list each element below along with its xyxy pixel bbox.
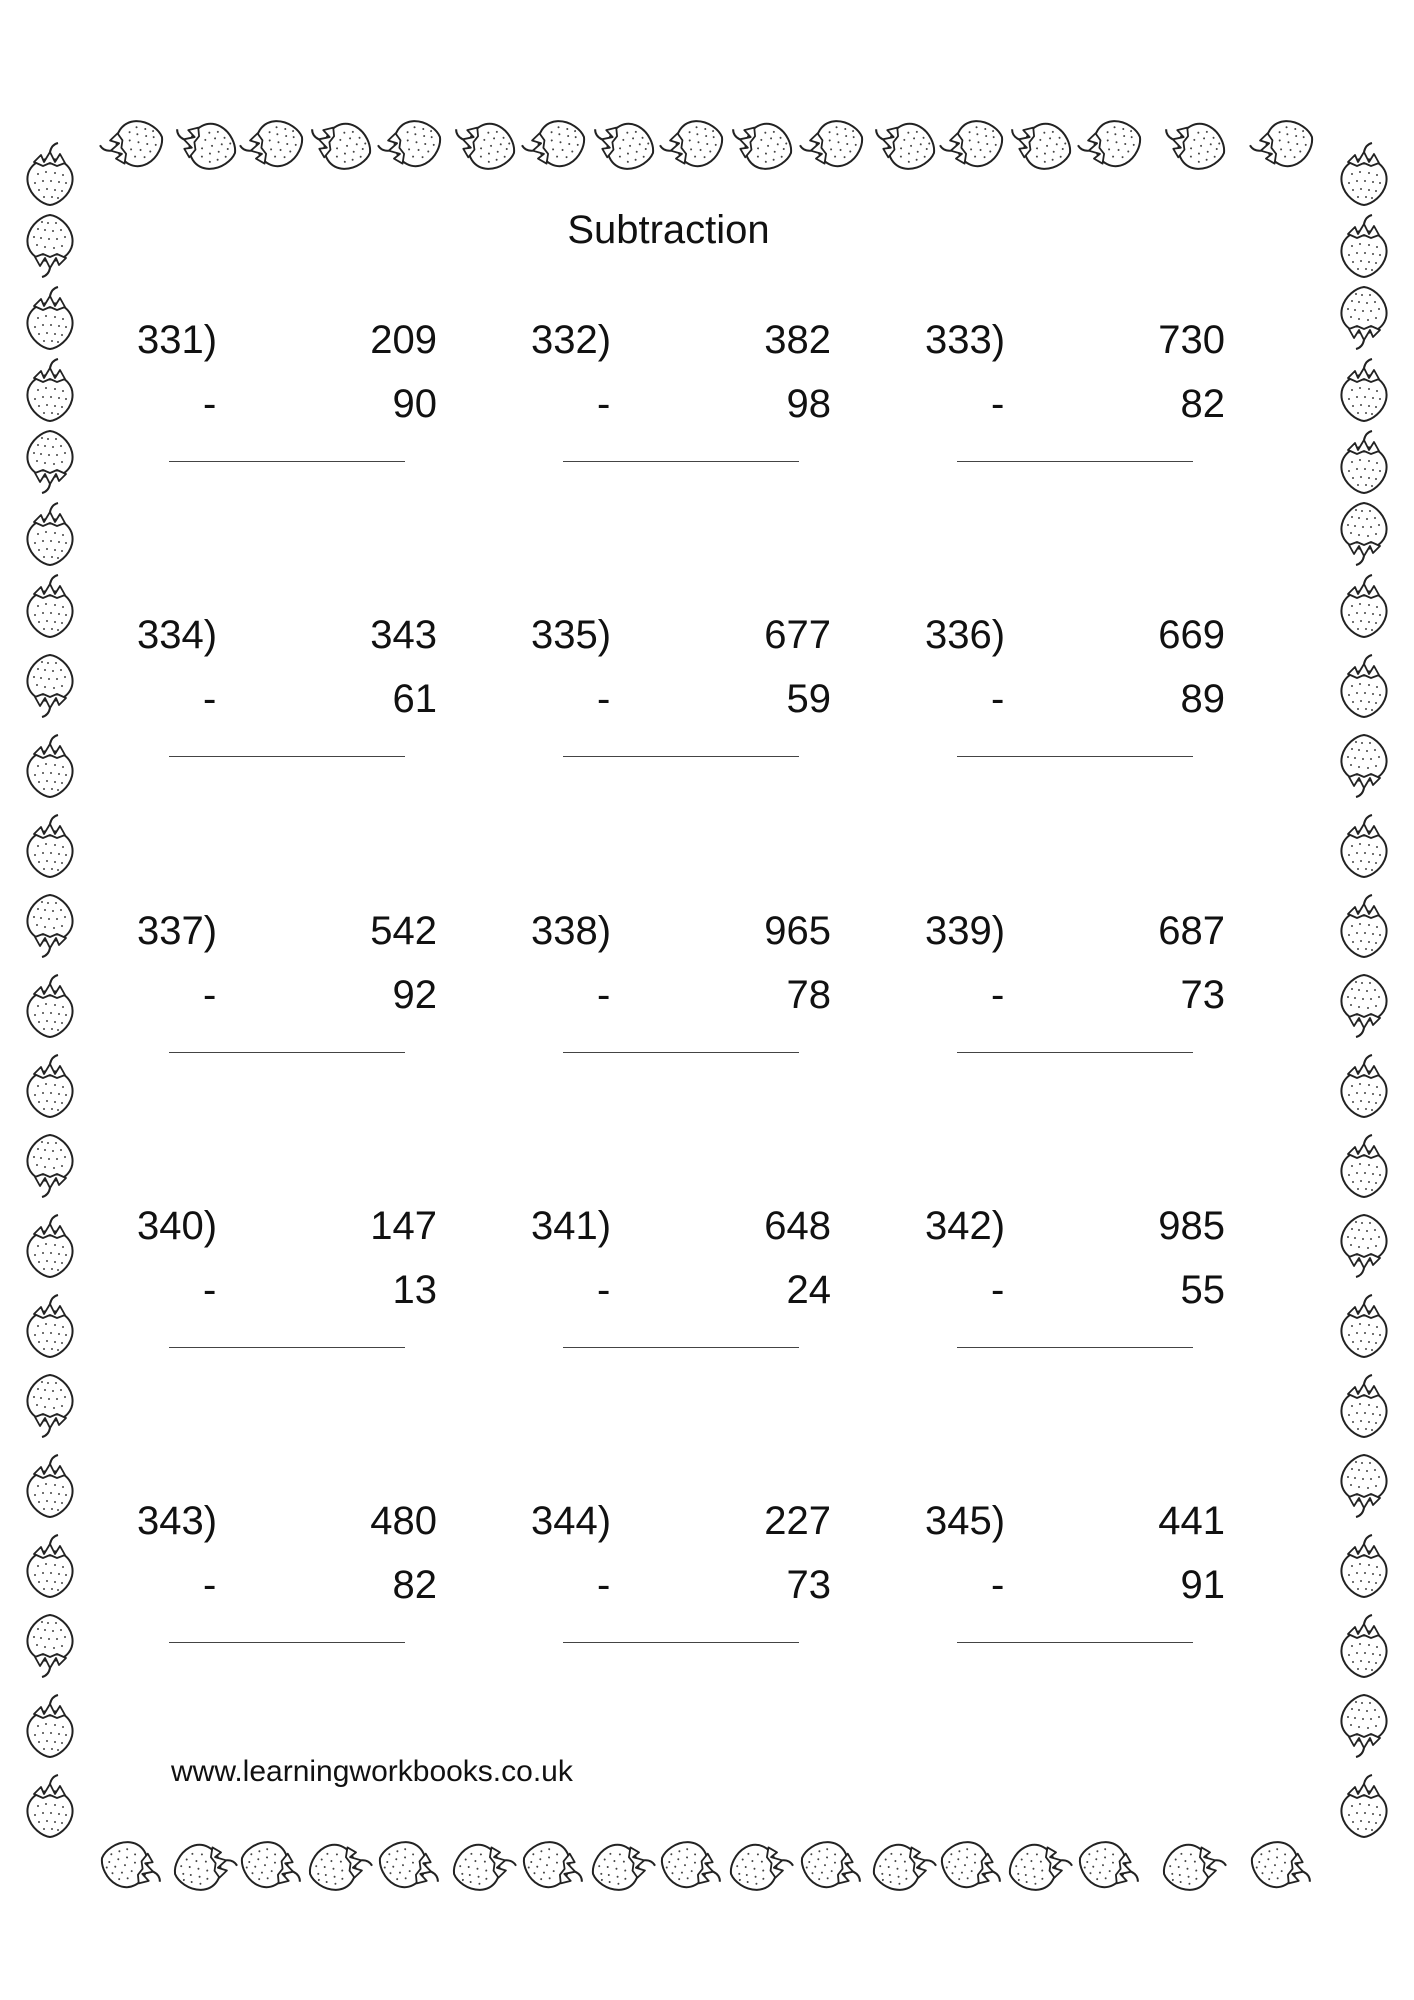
strawberry-icon <box>725 115 797 175</box>
answer-line <box>957 756 1193 757</box>
subtrahend: 82 <box>1180 382 1225 426</box>
strawberry-icon <box>1341 1215 1386 1277</box>
subtraction-problem <box>925 909 1225 1089</box>
strawberry-icon <box>27 575 72 637</box>
strawberry-icon <box>304 115 376 175</box>
strawberry-icon <box>796 1836 868 1896</box>
strawberry-icon <box>1341 735 1386 797</box>
subtrahend: 13 <box>392 1268 437 1312</box>
subtrahend: 90 <box>392 382 437 426</box>
minuend: 227 <box>764 1499 831 1543</box>
problem-number: 336) <box>925 613 1006 657</box>
strawberry-icon <box>936 115 1008 175</box>
strawberry-icon <box>27 1295 72 1357</box>
strawberry-icon <box>1074 1836 1146 1896</box>
strawberry-icon <box>27 1455 72 1517</box>
subtraction-problem <box>531 909 831 1089</box>
strawberry-icon <box>236 115 308 175</box>
strawberry-icon <box>1341 575 1386 637</box>
minus-sign: - <box>203 677 217 721</box>
strawberry-icon <box>1341 1295 1386 1357</box>
answer-line <box>169 1347 405 1348</box>
minus-sign: - <box>597 973 611 1017</box>
subtraction-problem <box>137 1499 437 1679</box>
strawberry-icon <box>1158 1836 1230 1896</box>
minus-sign: - <box>203 1268 217 1312</box>
strawberry-icon <box>27 1615 72 1677</box>
strawberry-icon <box>27 503 72 565</box>
strawberry-icon <box>1341 895 1386 957</box>
subtrahend: 73 <box>1180 973 1225 1017</box>
strawberry-icon <box>27 1775 72 1837</box>
strawberry-icon <box>374 1836 446 1896</box>
strawberry-icon <box>1341 655 1386 717</box>
strawberry-icon <box>1341 1775 1386 1837</box>
strawberry-icon <box>27 1375 72 1437</box>
strawberry-icon <box>169 115 241 175</box>
strawberry-icon <box>1341 1615 1386 1677</box>
subtrahend: 59 <box>786 677 831 721</box>
strawberry-icon <box>27 1695 72 1757</box>
strawberry-icon <box>868 1836 940 1896</box>
minus-sign: - <box>597 382 611 426</box>
minus-sign: - <box>597 677 611 721</box>
strawberry-icon <box>27 655 72 717</box>
subtraction-problem <box>925 1204 1225 1384</box>
answer-line <box>563 1347 799 1348</box>
strawberry-icon <box>587 115 659 175</box>
minuend: 147 <box>370 1204 437 1248</box>
strawberry-icon <box>27 895 72 957</box>
minus-sign: - <box>203 973 217 1017</box>
minuend: 542 <box>370 909 437 953</box>
subtraction-problem <box>137 1204 437 1384</box>
answer-line <box>563 756 799 757</box>
answer-line <box>563 1052 799 1053</box>
strawberry-icon <box>448 115 520 175</box>
answer-line <box>957 1347 1193 1348</box>
problem-number: 339) <box>925 909 1006 953</box>
strawberry-icon <box>1341 287 1386 349</box>
strawberry-icon <box>518 1836 590 1896</box>
subtraction-problem <box>137 909 437 1089</box>
worksheet-title: Subtraction <box>567 208 770 252</box>
problem-number: 338) <box>531 909 612 953</box>
strawberry-icon <box>936 1836 1008 1896</box>
strawberry-icon <box>1004 1836 1076 1896</box>
subtraction-problem <box>137 318 437 498</box>
answer-line <box>957 1052 1193 1053</box>
strawberry-icon <box>27 359 72 421</box>
minuend: 480 <box>370 1499 437 1543</box>
strawberry-icon <box>1246 1836 1318 1896</box>
subtraction-problem <box>531 613 831 793</box>
strawberry-icon <box>27 287 72 349</box>
minus-sign: - <box>991 1268 1005 1312</box>
strawberry-icon <box>656 1836 728 1896</box>
subtrahend: 73 <box>786 1563 831 1607</box>
strawberry-icon <box>27 143 72 205</box>
problem-number: 343) <box>137 1499 218 1543</box>
strawberry-icon <box>1341 815 1386 877</box>
strawberry-icon <box>1341 359 1386 421</box>
strawberry-icon <box>1341 143 1386 205</box>
subtraction-problem <box>925 613 1225 793</box>
strawberry-icon <box>96 1836 168 1896</box>
minuend: 730 <box>1158 318 1225 362</box>
subtraction-problem <box>531 1499 831 1679</box>
subtrahend: 55 <box>1180 1268 1225 1312</box>
strawberry-icon <box>796 115 868 175</box>
strawberry-icon <box>656 115 728 175</box>
subtrahend: 91 <box>1180 1563 1225 1607</box>
subtraction-problem <box>137 613 437 793</box>
strawberry-icon <box>1341 215 1386 277</box>
strawberry-icon <box>587 1836 659 1896</box>
minus-sign: - <box>991 677 1005 721</box>
minuend: 382 <box>764 318 831 362</box>
problem-number: 342) <box>925 1204 1006 1248</box>
subtraction-problem <box>531 1204 831 1384</box>
minus-sign: - <box>203 382 217 426</box>
subtrahend: 89 <box>1180 677 1225 721</box>
strawberry-icon <box>27 815 72 877</box>
strawberry-icon <box>448 1836 520 1896</box>
problem-number: 335) <box>531 613 612 657</box>
subtrahend: 24 <box>786 1268 831 1312</box>
strawberry-icon <box>374 115 446 175</box>
problem-number: 337) <box>137 909 218 953</box>
strawberry-icon <box>304 1836 376 1896</box>
strawberry-icon <box>1074 115 1146 175</box>
subtrahend: 92 <box>392 973 437 1017</box>
strawberry-icon <box>27 1135 72 1197</box>
website-footer: www.learningworkbooks.co.uk <box>171 1755 573 1788</box>
strawberry-icon <box>27 1055 72 1117</box>
minus-sign: - <box>991 382 1005 426</box>
minus-sign: - <box>597 1563 611 1607</box>
answer-line <box>957 1642 1193 1643</box>
problem-number: 345) <box>925 1499 1006 1543</box>
answer-line <box>169 1052 405 1053</box>
strawberry-icon <box>1341 1135 1386 1197</box>
problem-number: 332) <box>531 318 612 362</box>
problem-number: 331) <box>137 318 218 362</box>
strawberry-icon <box>1004 115 1076 175</box>
minuend: 985 <box>1158 1204 1225 1248</box>
problem-number: 333) <box>925 318 1006 362</box>
minuend: 965 <box>764 909 831 953</box>
subtrahend: 82 <box>392 1563 437 1607</box>
minuend: 209 <box>370 318 437 362</box>
minuend: 648 <box>764 1204 831 1248</box>
strawberry-icon <box>1341 1455 1386 1517</box>
strawberry-icon <box>27 1535 72 1597</box>
minuend: 669 <box>1158 613 1225 657</box>
minuend: 677 <box>764 613 831 657</box>
strawberry-icon <box>1246 115 1318 175</box>
strawberry-icon <box>1341 1535 1386 1597</box>
problem-number: 344) <box>531 1499 612 1543</box>
strawberry-icon <box>1341 431 1386 493</box>
answer-line <box>169 461 405 462</box>
strawberry-icon <box>1341 503 1386 565</box>
minus-sign: - <box>203 1563 217 1607</box>
answer-line <box>169 1642 405 1643</box>
answer-line <box>169 756 405 757</box>
subtraction-problem <box>925 1499 1225 1679</box>
strawberry-icon <box>27 735 72 797</box>
minuend: 343 <box>370 613 437 657</box>
minuend: 687 <box>1158 909 1225 953</box>
minus-sign: - <box>597 1268 611 1312</box>
strawberry-icon <box>27 431 72 493</box>
minus-sign: - <box>991 1563 1005 1607</box>
strawberry-icon <box>96 115 168 175</box>
problem-number: 334) <box>137 613 218 657</box>
strawberry-icon <box>1341 1375 1386 1437</box>
strawberry-icon <box>236 1836 308 1896</box>
minus-sign: - <box>991 973 1005 1017</box>
strawberry-icon <box>27 975 72 1037</box>
strawberry-icon <box>518 115 590 175</box>
answer-line <box>957 461 1193 462</box>
subtrahend: 98 <box>786 382 831 426</box>
answer-line <box>563 461 799 462</box>
problem-number: 340) <box>137 1204 218 1248</box>
subtrahend: 78 <box>786 973 831 1017</box>
strawberry-icon <box>1341 1055 1386 1117</box>
strawberry-icon <box>725 1836 797 1896</box>
strawberry-icon <box>1341 975 1386 1037</box>
strawberry-icon <box>27 1215 72 1277</box>
minuend: 441 <box>1158 1499 1225 1543</box>
strawberry-icon <box>1158 115 1230 175</box>
strawberry-icon <box>169 1836 241 1896</box>
subtrahend: 61 <box>392 677 437 721</box>
strawberry-icon <box>1341 1695 1386 1757</box>
strawberry-icon <box>868 115 940 175</box>
answer-line <box>563 1642 799 1643</box>
problem-number: 341) <box>531 1204 612 1248</box>
subtraction-problem <box>531 318 831 498</box>
subtraction-problem <box>925 318 1225 498</box>
